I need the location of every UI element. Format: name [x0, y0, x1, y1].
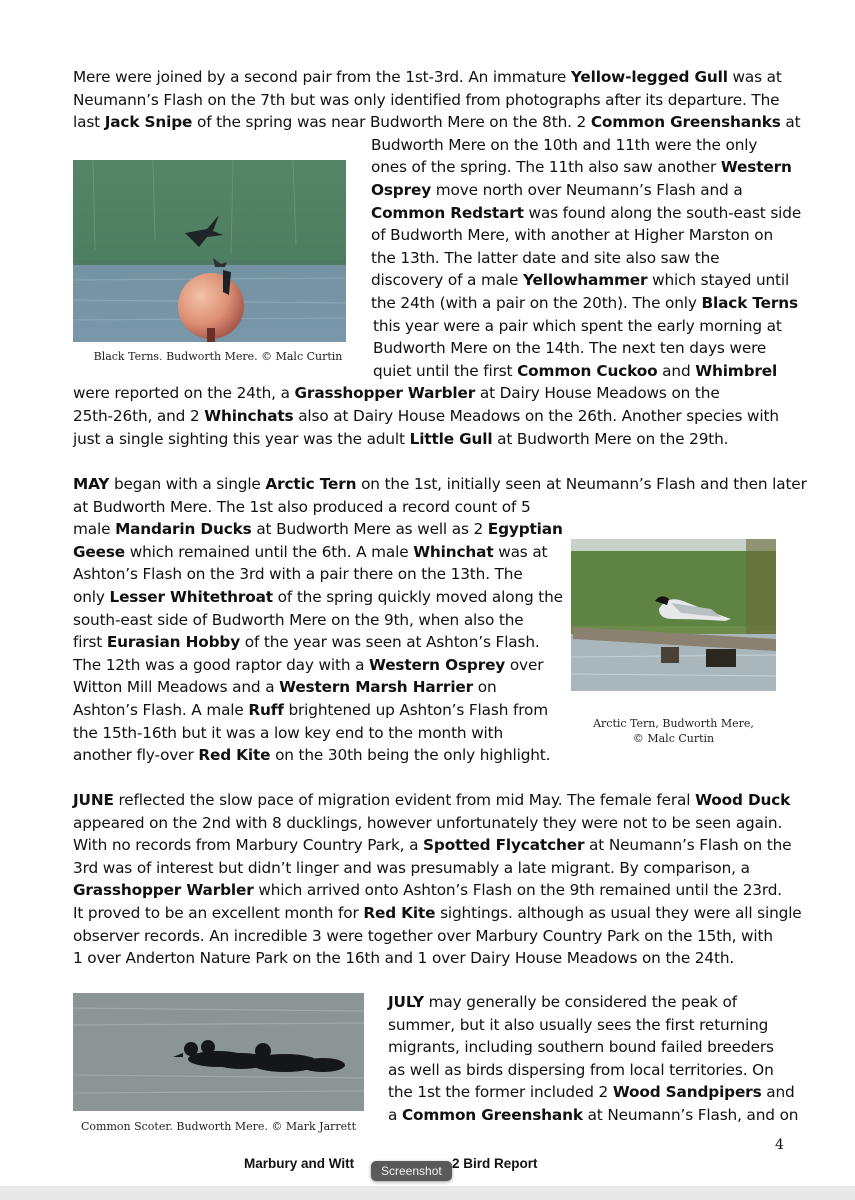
text-run: With no records from Marbury Country Park, a: [73, 836, 424, 855]
page-number: 4: [775, 1137, 784, 1153]
arctic-tern-caption-line2: © Malc Curtin: [632, 732, 715, 745]
text-line: [73, 586, 563, 608]
text-line: [73, 654, 543, 676]
text-line: [371, 224, 773, 246]
text-run: the 1st the former included 2: [388, 1083, 613, 1102]
text-run: south-east side of Budworth Mere on the 9th, when also the: [73, 610, 524, 629]
text-line: [73, 66, 782, 88]
text-run: which stayed until: [647, 271, 790, 290]
arctic-tern-caption-line1: Arctic Tern, Budworth Mere,: [593, 717, 754, 730]
text-line: [73, 857, 750, 879]
text-line: [73, 699, 548, 721]
species-name: JUNE: [73, 791, 114, 809]
species-name: Grasshopper Warbler: [294, 384, 476, 403]
text-run: at: [780, 113, 801, 132]
text-run: which remained until the 6th. A male: [125, 542, 414, 561]
species-name: Whimbrel: [695, 361, 778, 380]
text-run: was at: [493, 542, 548, 561]
text-run: sightings. although as usual they were all single: [435, 904, 802, 922]
text-line: [73, 405, 779, 427]
text-run: only: [73, 588, 110, 606]
species-name: Little Gull: [409, 429, 493, 448]
text-line: [373, 360, 777, 382]
text-run: at Budworth Mere as well as 2: [251, 520, 488, 539]
text-run: ones of the spring. The 11th also saw another: [371, 158, 721, 177]
text-run: Ashton’s Flash. A male: [73, 701, 249, 719]
text-line: [73, 563, 523, 585]
text-line: [73, 518, 563, 540]
text-line: [73, 609, 524, 631]
arctic-tern-caption: [571, 716, 776, 746]
species-name: Black Terns: [701, 294, 798, 312]
species-name: Western Marsh Harrier: [279, 678, 474, 697]
text-line: [73, 473, 807, 495]
text-run: of the spring was near Budworth Mere on the 8th. 2: [192, 113, 591, 132]
text-line: [73, 382, 720, 404]
text-run: Witton Mill Meadows and a: [73, 678, 280, 697]
species-name: Western Osprey: [369, 655, 506, 674]
text-line: [388, 991, 737, 1013]
text-line: [73, 496, 531, 518]
species-name: Western: [720, 158, 792, 177]
text-run: Neumann’s Flash on the 7th but was only identified from photographs after its departure. The: [73, 90, 780, 109]
text-run: discovery of a male: [371, 271, 524, 290]
species-name: Common Greenshank: [401, 1106, 583, 1124]
species-name: Eurasian Hobby: [106, 633, 241, 652]
text-line: [73, 834, 791, 856]
text-line: [371, 292, 798, 314]
text-line: [73, 879, 782, 901]
text-line: [388, 1081, 795, 1103]
text-run: the 24th (with a pair on the 20th). The only: [371, 294, 702, 312]
species-name: Common Cuckoo: [517, 361, 658, 380]
text-line: [371, 202, 801, 224]
text-run: another fly-over: [73, 746, 199, 765]
text-line: [73, 812, 782, 834]
text-line: [73, 631, 540, 653]
text-run: It proved to be an excellent month for: [73, 904, 364, 922]
species-name: Geese: [73, 542, 126, 561]
text-run: and: [761, 1083, 795, 1102]
species-name: Spotted Flycatcher: [423, 836, 585, 855]
species-name: Whinchat: [413, 542, 494, 561]
text-run: brightened up Ashton’s Flash from: [283, 701, 548, 719]
text-run: at Budworth Mere on the 29th.: [492, 429, 729, 448]
text-line: [73, 925, 773, 947]
text-line: [73, 744, 550, 766]
text-run: observer records. An incredible 3 were together over Marbury Country Park on the 15th, with: [73, 926, 773, 945]
species-name: Arctic Tern: [265, 475, 357, 493]
text-run: was found along the south-east side: [523, 203, 802, 222]
text-line: [373, 337, 766, 359]
species-name: Whinchats: [204, 407, 294, 425]
species-name: Yellowhammer: [523, 271, 648, 290]
text-line: [371, 269, 789, 291]
species-name: Wood Sandpipers: [612, 1083, 762, 1102]
text-run: on the 1st, initially seen at Neumann’s Flash and then later: [356, 475, 807, 493]
common-scoter-caption: Common Scoter. Budworth Mere. © Mark Jarrett: [80, 1120, 356, 1133]
species-name: JULY: [388, 993, 424, 1011]
text-line: [388, 1104, 798, 1126]
text-run: this year were a pair which spent the early morning at: [373, 316, 782, 335]
species-name: Mandarin Ducks: [115, 520, 252, 539]
text-line: [73, 947, 734, 969]
text-run: of the spring quickly moved along the: [272, 588, 563, 606]
species-name: Egyptian: [487, 520, 563, 539]
footer-left: Marbury and Witt: [244, 1156, 355, 1171]
text-line: [73, 676, 497, 698]
black-terns-caption: Black Terns. Budworth Mere. © Malc Curtin: [93, 350, 343, 363]
text-line: [373, 315, 782, 337]
text-line: [73, 789, 790, 811]
text-run: The 12th was a good raptor day with a: [73, 655, 370, 674]
text-run: summer, but it also usually sees the first returning: [388, 1015, 769, 1034]
text-run: over: [505, 655, 544, 674]
text-line: [73, 902, 802, 924]
text-run: 3rd was of interest but didn’t linger and was presumably a late migrant. By comparison, a: [73, 858, 750, 877]
text-run: the 15th-16th but it was a low key end to the month with: [73, 723, 504, 742]
text-line: [388, 1059, 774, 1081]
text-run: which arrived onto Ashton’s Flash on the 9th remained until the 23rd.: [253, 881, 783, 900]
text-line: [371, 247, 719, 269]
species-name: Jack Snipe: [104, 113, 193, 132]
species-name: Red Kite: [363, 904, 436, 922]
species-name: Ruff: [248, 701, 284, 719]
text-run: and: [657, 361, 696, 380]
bottom-bar: [0, 1186, 855, 1200]
text-run: move north over Neumann’s Flash and a: [431, 181, 743, 199]
screenshot-tooltip: Screenshot: [371, 1161, 452, 1181]
arctic-tern-photo: [571, 539, 776, 691]
text-run: the 13th. The latter date and site also saw the: [371, 248, 720, 267]
text-run: quiet until the first: [373, 361, 518, 380]
text-run: migrants, including southern bound failed breeders: [388, 1038, 774, 1057]
common-scoter-photo: [73, 993, 364, 1111]
text-line: [371, 156, 792, 178]
text-run: at Neumann’s Flash, and on: [582, 1106, 799, 1124]
species-name: Wood Duck: [695, 791, 791, 809]
text-run: as well as birds dispersing from local territories. On: [388, 1060, 774, 1079]
text-run: of Budworth Mere, with another at Higher Marston on: [371, 226, 774, 245]
species-name: Common Greenshanks: [590, 113, 781, 132]
species-name: Red Kite: [198, 746, 271, 765]
text-run: appeared on the 2nd with 8 ducklings, however unfortunately they were not to be seen again.: [73, 813, 783, 832]
species-name: MAY: [73, 475, 110, 493]
text-line: [388, 1036, 774, 1058]
text-run: also at Dairy House Meadows on the 26th. Another species with: [293, 407, 779, 425]
text-run: first: [73, 633, 107, 652]
species-name: Grasshopper Warbler: [73, 881, 254, 900]
text-run: at Dairy House Meadows on the: [475, 384, 720, 403]
text-run: Ashton’s Flash on the 3rd with a pair there on the 13th. The: [73, 565, 523, 584]
species-name: Common Redstart: [371, 203, 524, 222]
text-line: [371, 179, 743, 201]
text-line: [73, 722, 503, 744]
text-run: last: [73, 113, 105, 132]
text-line: [73, 111, 801, 133]
species-name: Lesser Whitethroat: [109, 588, 273, 606]
text-line: [73, 541, 547, 563]
text-run: on the 30th being the only highlight.: [270, 746, 551, 765]
text-run: Budworth Mere on the 14th. The next ten days were: [373, 339, 767, 358]
text-run: just a single sighting this year was the adult: [73, 429, 410, 448]
text-run: at Budworth Mere. The 1st also produced a record count of 5: [73, 497, 531, 516]
text-run: on: [473, 678, 497, 697]
species-name: Osprey: [371, 181, 432, 199]
black-terns-photo: [73, 160, 346, 342]
text-run: were reported on the 24th, a: [73, 384, 295, 403]
text-run: was at: [727, 68, 782, 86]
text-run: Mere were joined by a second pair from the 1st-3rd. An immature: [73, 68, 571, 86]
text-run: 25th-26th, and 2: [73, 407, 205, 425]
text-run: 1 over Anderton Nature Park on the 16th and 1 over Dairy House Meadows on the 24th.: [73, 949, 735, 968]
text-run: began with a single: [109, 475, 266, 493]
text-run: of the year was seen at Ashton’s Flash.: [240, 633, 540, 652]
text-line: [73, 428, 728, 450]
species-name: Yellow-legged Gull: [570, 68, 728, 86]
text-run: may generally be considered the peak of: [423, 993, 737, 1011]
text-line: [371, 134, 757, 156]
text-run: at Neumann’s Flash on the: [584, 836, 792, 855]
text-run: Budworth Mere on the 10th and 11th were the only: [371, 135, 758, 154]
text-run: male: [73, 520, 116, 539]
text-line: [388, 1014, 768, 1036]
text-run: reflected the slow pace of migration evident from mid May. The female feral: [113, 791, 696, 809]
text-run: a: [388, 1106, 402, 1124]
footer-right: 2 Bird Report: [452, 1156, 538, 1171]
text-line: [73, 89, 779, 111]
